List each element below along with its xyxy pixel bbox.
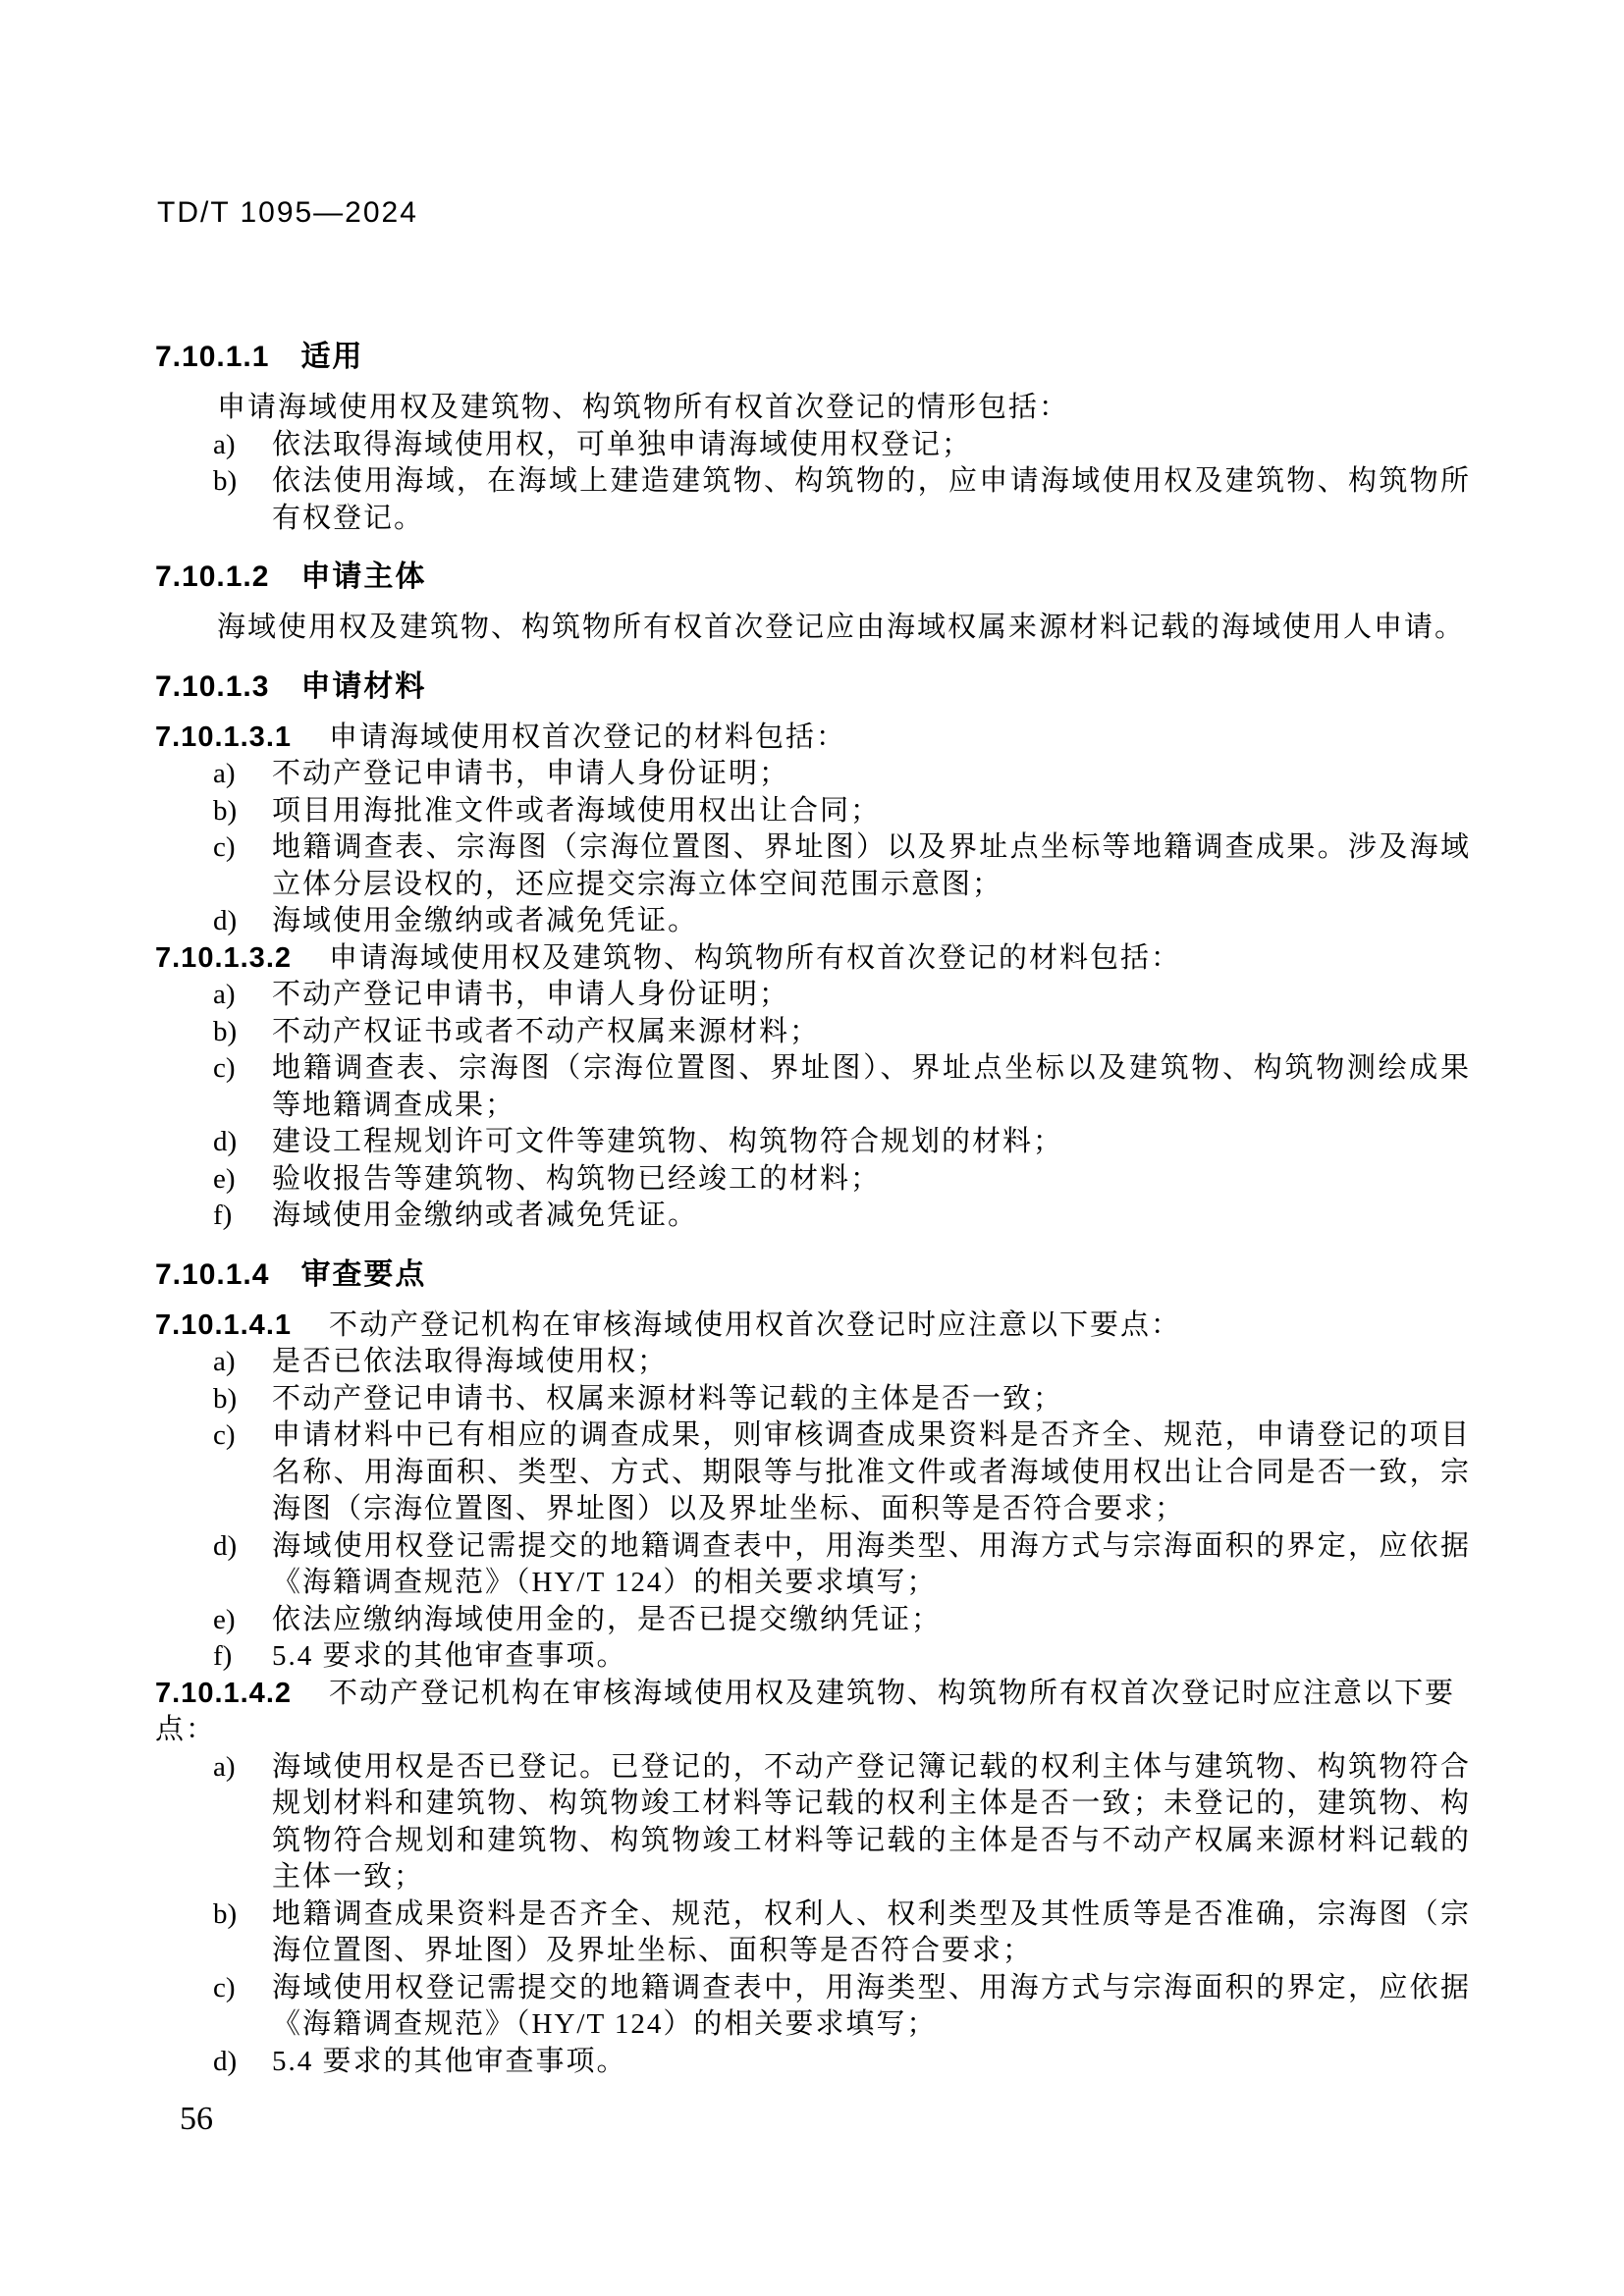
item-label: d) [213,905,238,936]
item-text: 海域使用金缴纳或者减免凭证。 [272,905,699,936]
item-label: b) [213,1897,238,1930]
list-item [155,463,1471,537]
item-text: 依法取得海域使用权，可单独申请海域使用权登记； [272,428,973,460]
list-item [155,829,1471,903]
list-item [155,756,1471,793]
item-label: a) [213,1346,236,1377]
item-label: c) [213,1052,236,1084]
numbered-clause [155,1676,1471,1749]
clause-title: 申请主体 [300,561,427,593]
list-item [155,1970,1471,2044]
item-text: 不动产登记申请书，申请人身份证明； [272,758,790,789]
section-heading [155,1256,1471,1294]
item-text: 是否已依法取得海域使用权； [272,1346,669,1377]
item-label: b) [213,1015,238,1047]
clause-number: 7.10.1.3.1 [155,721,292,753]
item-text: 5.4 要求的其他审查事项。 [272,1640,627,1672]
item-label: e) [213,1603,236,1635]
item-text: 验收报告等建筑物、构筑物已经竣工的材料； [272,1162,882,1195]
item-text: 5.4 要求的其他审查事项。 [272,2045,627,2077]
item-label: c) [213,1971,236,2003]
clause-number: 7.10.1.3 [155,669,270,703]
item-text: 不动产权证书或者不动产权属来源材料； [272,1015,821,1047]
list-item [155,1381,1471,1418]
list-item [155,1602,1471,1639]
item-label: b) [213,1382,238,1415]
item-text: 海域使用权登记需提交的地籍调查表中，用海类型、用海方式与宗海面积的界定，应依据《海籍调查规范》（HY/T 124）的相关要求填写； [272,1971,1471,2040]
item-text: 海域使用金缴纳或者减免凭证。 [272,1200,699,1231]
item-label: a) [213,428,236,460]
clause-number: 7.10.1.4.1 [155,1308,292,1341]
item-label: d) [213,2045,238,2077]
list-item [155,903,1471,940]
list-item [155,1417,1471,1528]
list-item [155,1638,1471,1676]
list-item [155,427,1471,464]
item-label: f) [213,1640,233,1672]
list-item [155,1896,1471,1970]
list-item [155,1161,1471,1199]
list-item [155,1124,1471,1161]
page-number: 56 [180,2101,213,2137]
item-text: 海域使用权是否已登记。已登记的，不动产登记簿记载的权利主体与建筑物、构筑物符合规划材料和建筑物、构筑物竣工材料等记载的权利主体是否一致；未登记的，建筑物、构筑物符合规划和建筑物、构筑物竣工材料等记载的主体是否与不动产权属来源材料记载的主体一致； [272,1750,1471,1893]
item-text: 申请材料中已有相应的调查成果，则审核调查成果资料是否齐全、规范，申请登记的项目名称、用海面积、类型、方式、期限等与批准文件或者海域使用权出让合同是否一致，宗海图（宗海位置图、界址图）以及界址坐标、面积等是否符合要求； [272,1419,1471,1524]
list-item [155,1198,1471,1235]
clause-number: 7.10.1.2 [155,561,270,593]
section-heading [155,668,1471,706]
item-label: c) [213,831,236,863]
clause-title: 审查要点 [300,1257,427,1291]
paragraph: 海域使用权及建筑物、构筑物所有权首次登记应由海域权属来源材料记载的海域使用人申请。 [217,612,1466,643]
list-item [155,793,1471,830]
item-text: 建设工程规划许可文件等建筑物、构筑物符合规划的材料； [272,1126,1064,1157]
clause-text: 申请海域使用权及建筑物、构筑物所有权首次登记的材料包括： [329,941,1182,974]
item-text: 依法应缴纳海域使用金的，是否已提交缴纳凭证； [272,1603,943,1635]
item-text: 地籍调查表、宗海图（宗海位置图、界址图）、界址点坐标以及建筑物、构筑物测绘成果等地籍调查成果； [272,1052,1471,1121]
document-body [155,0,1471,2080]
standard-number-header: TD/T 1095—2024 [157,196,418,229]
clause-text: 不动产登记机构在审核海域使用权及建筑物、构筑物所有权首次登记时应注意以下要点： [155,1677,1456,1745]
clause-text: 不动产登记机构在审核海域使用权首次登记时应注意以下要点： [329,1308,1182,1341]
item-label: a) [213,1750,236,1783]
item-text: 海域使用权登记需提交的地籍调查表中，用海类型、用海方式与宗海面积的界定，应依据《海籍调查规范》（HY/T 124）的相关要求填写； [272,1529,1471,1598]
paragraph: 申请海域使用权及建筑物、构筑物所有权首次登记的情形包括： [217,392,1070,423]
item-text: 项目用海批准文件或者海域使用权出让合同； [272,794,882,827]
numbered-clause [155,720,1471,757]
list-item [155,1344,1471,1381]
item-label: b) [213,794,238,827]
item-text: 依法使用海域，在海域上建造建筑物、构筑物的，应申请海域使用权及建筑物、构筑物所有权登记。 [272,465,1471,534]
list-item [155,2044,1471,2081]
list-item [155,1050,1471,1124]
section-heading [155,559,1471,596]
numbered-clause [155,940,1471,978]
clause-title: 适用 [300,341,364,373]
item-label: a) [213,979,236,1010]
item-label: b) [213,465,238,497]
list-item [155,1014,1471,1051]
clause-number: 7.10.1.4.2 [155,1677,292,1709]
clause-number: 7.10.1.4 [155,1257,270,1291]
item-label: d) [213,1126,238,1157]
item-label: d) [213,1529,238,1562]
item-text: 地籍调查表、宗海图（宗海位置图、界址图）以及界址点坐标等地籍调查成果。涉及海域立体分层设权的，还应提交宗海立体空间范围示意图； [272,831,1471,900]
item-text: 地籍调查成果资料是否齐全、规范，权利人、权利类型及其性质等是否准确，宗海图（宗海位置图、界址图）及界址坐标、面积等是否符合要求； [272,1897,1471,1966]
item-label: e) [213,1162,236,1195]
clause-number: 7.10.1.1 [155,341,270,373]
clause-number: 7.10.1.3.2 [155,941,292,974]
list-item [155,1749,1471,1896]
section-heading [155,339,1471,376]
list-item [155,977,1471,1014]
clause-text: 申请海域使用权首次登记的材料包括： [329,721,847,753]
item-text: 不动产登记申请书、权属来源材料等记载的主体是否一致； [272,1382,1064,1415]
item-label: c) [213,1419,236,1451]
clause-title: 申请材料 [300,669,427,703]
item-label: f) [213,1200,233,1231]
numbered-clause [155,1308,1471,1345]
item-text: 不动产登记申请书，申请人身份证明； [272,979,790,1010]
item-label: a) [213,758,236,789]
list-item [155,1528,1471,1602]
